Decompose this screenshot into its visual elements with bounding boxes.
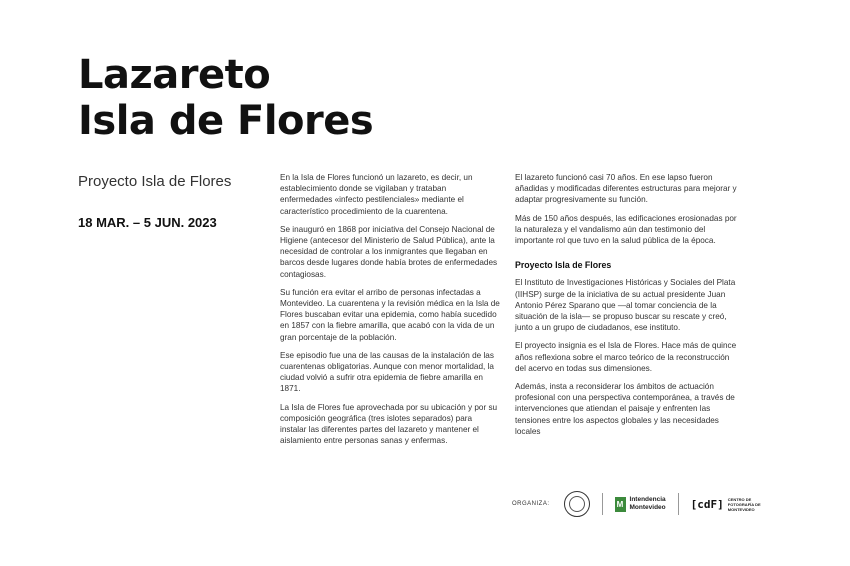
paragraph: La Isla de Flores fue aprovechada por su ubicación y por su composición geográfica (tres islotes separados) para instalar las diferentes partes del lazareto y mantener el aislamiento entre personas sanas y enfermas. xyxy=(280,402,498,446)
text-column-1 xyxy=(280,172,500,453)
text-column-2 xyxy=(515,172,737,444)
divider xyxy=(602,493,603,515)
institute-seal-logo xyxy=(564,491,590,517)
organiza-label: ORGANIZA: xyxy=(512,501,550,507)
paragraph: El Instituto de Investigaciones Históricas y Sociales del Plata (IIHSP) surge de la iniciativa de su actual presidente Juan Antonio Pérez Sparano que —al tomar conciencia de la situación de la isla— se propuso buscar su rescate y creó, junto a un grupo de ciudadanos, ese instituto. xyxy=(515,278,736,333)
exhibition-dates: 18 MAR. – 5 JUN. 2023 xyxy=(78,215,217,230)
im-line-1: Intendencia xyxy=(629,496,666,503)
paragraph: El proyecto insignia es el Isla de Flores. Hace más de quince años reflexiona sobre el marco teórico de la reconstrucción del acervo en todas sus dimensiones. xyxy=(515,341,737,373)
im-mark: M xyxy=(615,497,626,512)
title-line-1: Lazareto xyxy=(78,52,271,98)
paragraph: El lazareto funcionó casi 70 años. En ese lapso fueron añadidas y modificadas diferentes estructuras para mejorar y adaptar progresivamente su función. xyxy=(515,173,737,205)
title-line-2: Isla de Flores xyxy=(78,98,374,144)
section-heading: Proyecto Isla de Flores xyxy=(515,260,612,271)
paragraph: Se inauguró en 1868 por iniciativa del Consejo Nacional de Higiene (antecesor del Ministerio de Salud Pública), ante la necesidad de controlar a los inmigrantes que llegaban en barcos desde lugares donde había brotes de enfermedades contagiosas. xyxy=(280,224,498,279)
cdf-wordmark: CENTRO DE FOTOGRAFÍA DE MONTEVIDEO xyxy=(727,496,761,512)
paragraph: Ese episodio fue una de las causas de la instalación de las cuarentenas obligatorias. Aunque con menor mortalidad, la ciudad volvió a sufrir otra epidemia de fiebre amarilla en 1871. xyxy=(280,350,494,394)
exhibition-title xyxy=(78,52,373,144)
paragraph: Su función era evitar el arribo de personas infectadas a Montevideo. La cuarentena y la revisión médica en la Isla de Flores buscaban evitar una epidemia, como había sucedido en 1857 con la fiebre amarilla, que acabó con la vida de un gran porcentaje de la población. xyxy=(280,287,500,342)
paragraph: Además, insta a reconsiderar los ámbitos de actuación profesional con una perspectiva contemporánea, a través de intervenciones que atiendan el paisaje y enfrenten las tensiones entre los aspectos globales y las necesidades locales xyxy=(515,382,735,436)
project-subtitle: Proyecto Isla de Flores xyxy=(78,173,232,190)
paragraph: Más de 150 años después, las edificaciones erosionadas por la naturaleza y el vandalismo aún dan testimonio del importante rol que tuvo en la salud pública de la época. xyxy=(515,213,737,246)
organizers-footer xyxy=(512,490,762,518)
paragraph: En la Isla de Flores funcionó un lazareto, es decir, un establecimiento donde se vigilaban y trataban enfermedades «infecto pestilenciales» mediante el característico procedimiento de la cuarentena. xyxy=(280,173,473,216)
im-wordmark xyxy=(630,496,666,512)
intendencia-montevideo-logo xyxy=(615,496,666,512)
cdf-mark: [cdF] xyxy=(690,497,724,511)
divider xyxy=(678,493,679,515)
im-line-2: Montevideo xyxy=(629,504,666,511)
cdf-logo xyxy=(691,497,762,512)
